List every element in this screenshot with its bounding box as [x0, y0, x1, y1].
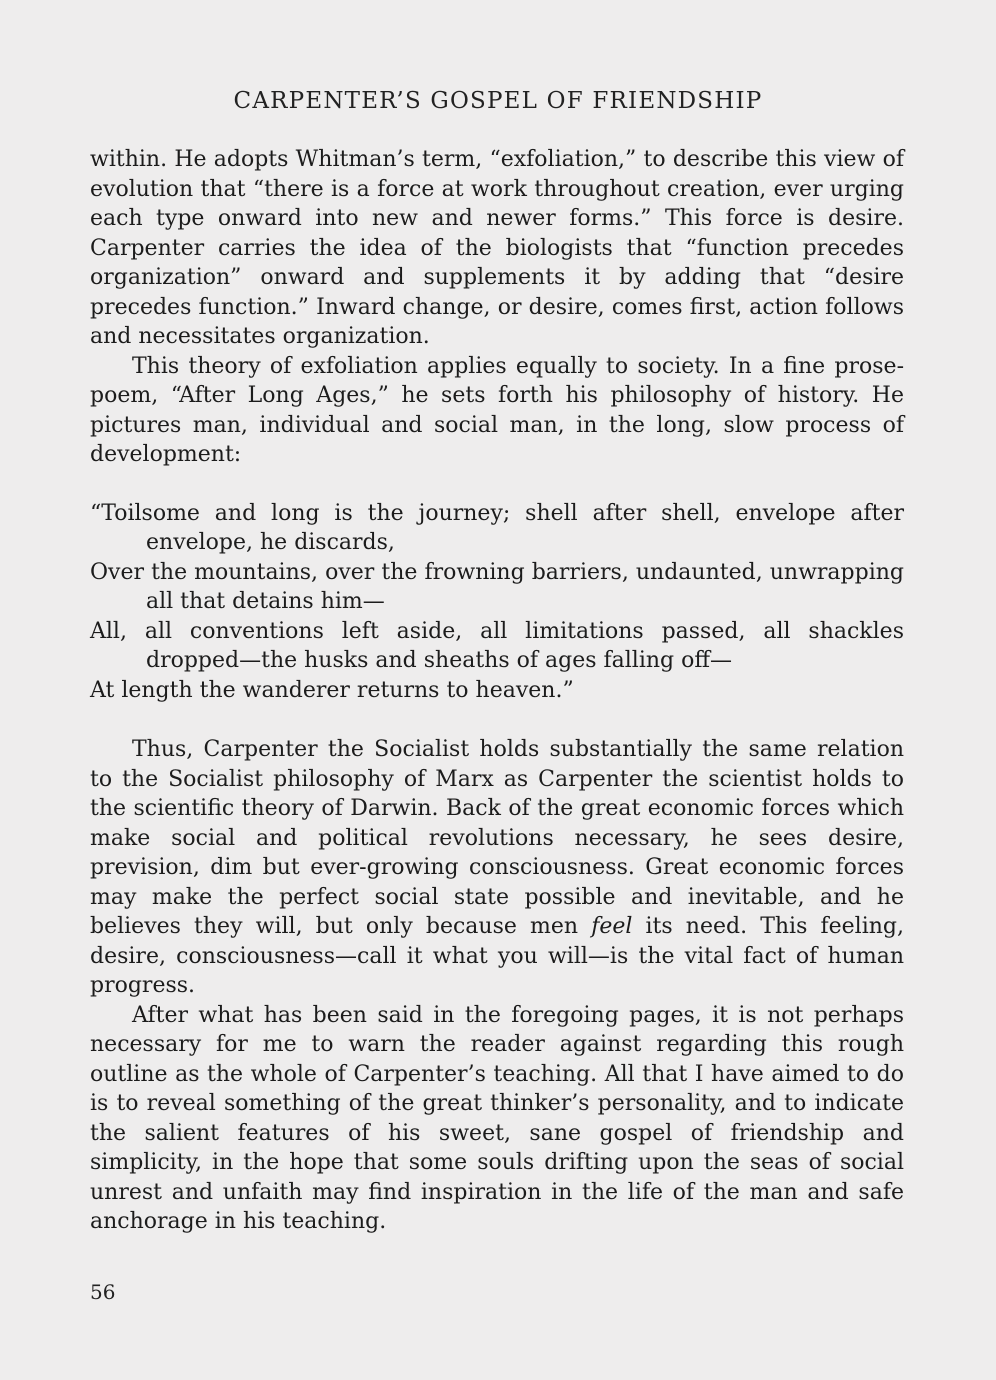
paragraph-4: After what has been said in the foregoing pages, it is not perhaps necessary for me to warn the reader against regarding this rough outline as the whole of Carpenter’s teaching. All that I have aimed to do is to reveal something of the great thinker’s personality, and to indicate the salient features of his sweet, sane gospel of friendship and simplicity, in the hope that some souls drifting upon the seas of social unrest and unfaith may find inspiration in the life of the man and safe anchorage in his teaching. [90, 1002, 904, 1234]
paragraph-2: This theory of exfoliation applies equally to society. In a fine prose-poem, “After Long Ages,” he sets forth his philosophy of history. He pictures man, individual and social man, in the long, slow process of development: [90, 353, 904, 467]
running-title: CARPENTER’S GOSPEL OF FRIENDSHIP [233, 88, 763, 114]
poem-line: “Toilsome and long is the journey; shell after shell, envelope after envelope, he discards, [90, 500, 904, 555]
paragraph-3-text: Thus, Carpenter the Socialist holds substantially the same relation to the Socialist philosophy of Marx as Carpenter the scientist holds to the scientific theory of Darwin. Back of the great economic forces which make social and political revolutions necessary, he sees desire, prevision, dim but ever-growing consciousness. Great economic forces may make the perfect social state possible and inevitable, and he believes they will, but only because men [90, 737, 904, 939]
emphasized-word: feel [591, 914, 633, 939]
prose-poem-quote [90, 499, 904, 706]
page-number: 56 [90, 1280, 116, 1304]
poem-line: Over the mountains, over the frowning barriers, undaunted, unwrapping all that detains him— [90, 559, 904, 614]
poem-line: At length the wanderer returns to heaven.” [90, 677, 574, 703]
paragraph-1: within. He adopts Whitman’s term, “exfoliation,” to describe this view of evolution that “there is a force at work throughout creation, ever urging each type onward into new and newer forms.” This force is desire. Carpenter carries the idea of the biologists that “function precedes organization” onward and supplements it by adding that “desire precedes function.” Inward change, or desire, comes first, action follows and necessitates organization. [90, 147, 904, 349]
main-text [90, 145, 904, 1237]
paragraph-3-text-end: its need. This feeling, desire, consciousness—call it what you will—is the vital fact of human progress. [90, 914, 904, 998]
paragraph-3 [90, 735, 904, 1001]
poem-line: All, all conventions left aside, all limitations passed, all shackles dropped—the husks and sheaths of ages falling off— [90, 618, 904, 673]
